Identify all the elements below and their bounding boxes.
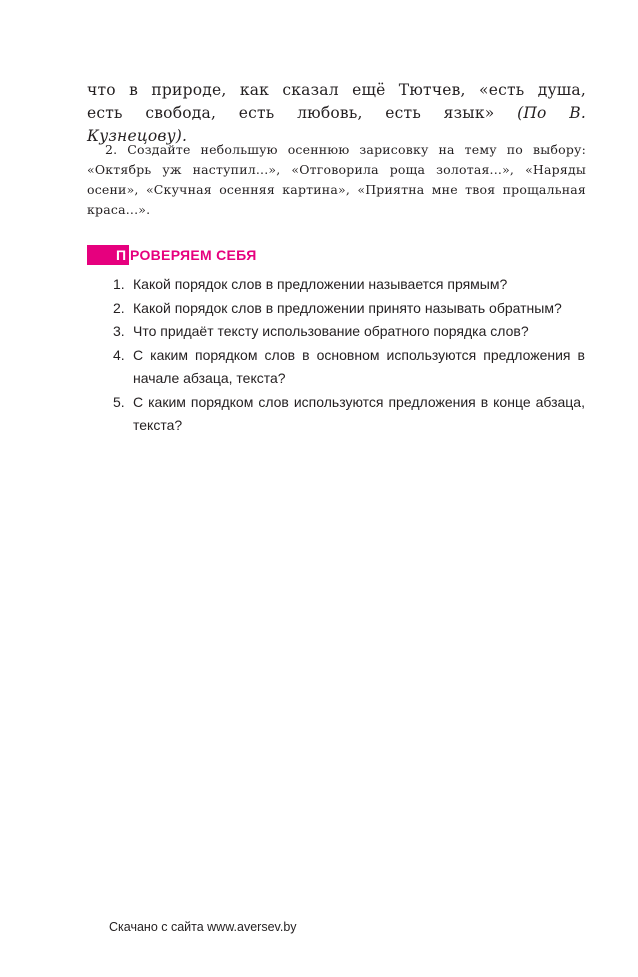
question-number: 1. bbox=[113, 276, 125, 292]
footer-source: Скачано с сайта www.aversev.by bbox=[109, 920, 297, 934]
question-text: Что придаёт тексту использование обратного порядка слов? bbox=[133, 323, 529, 339]
list-item bbox=[113, 273, 585, 297]
list-item bbox=[113, 320, 585, 344]
body-paragraph bbox=[87, 79, 586, 148]
question-text: С каким порядком слов в основном используются предложения в начале абзаца, текста? bbox=[133, 346, 585, 386]
question-list bbox=[113, 273, 585, 438]
exercise-text: Создайте небольшую осеннюю зарисовку на тему по выбору: «Октябрь уж наступил...», «Отговорила роща золотая...», «Наряды осени», «Скучная осенняя картина», «Приятна мне твоя прощальная краса...». bbox=[87, 142, 586, 217]
exercise-number: 2. bbox=[105, 142, 118, 157]
list-item bbox=[113, 297, 585, 321]
question-number: 4. bbox=[113, 346, 125, 363]
question-number: 2. bbox=[113, 299, 125, 316]
question-text: Какой порядок слов в предложении принято называть обратным? bbox=[133, 299, 562, 316]
question-number: 5. bbox=[113, 393, 125, 410]
question-text: С каким порядком слов используются предложения в конце абзаца, текста? bbox=[133, 393, 585, 433]
section-heading bbox=[87, 245, 257, 265]
list-item bbox=[113, 391, 585, 438]
exercise-2 bbox=[87, 140, 586, 220]
question-number: 3. bbox=[113, 323, 125, 339]
section-heading-title: РОВЕРЯЕМ СЕБЯ bbox=[130, 247, 257, 263]
list-item bbox=[113, 344, 585, 391]
question-text: Какой порядок слов в предложении называется прямым? bbox=[133, 276, 508, 292]
section-heading-badge: П bbox=[87, 245, 129, 265]
paragraph-citation: (По В. Кузнецову). bbox=[87, 104, 586, 145]
paragraph-text: что в природе, как сказал ещё Тютчев, «есть душа, есть свобода, есть любовь, есть язык» bbox=[87, 81, 586, 122]
